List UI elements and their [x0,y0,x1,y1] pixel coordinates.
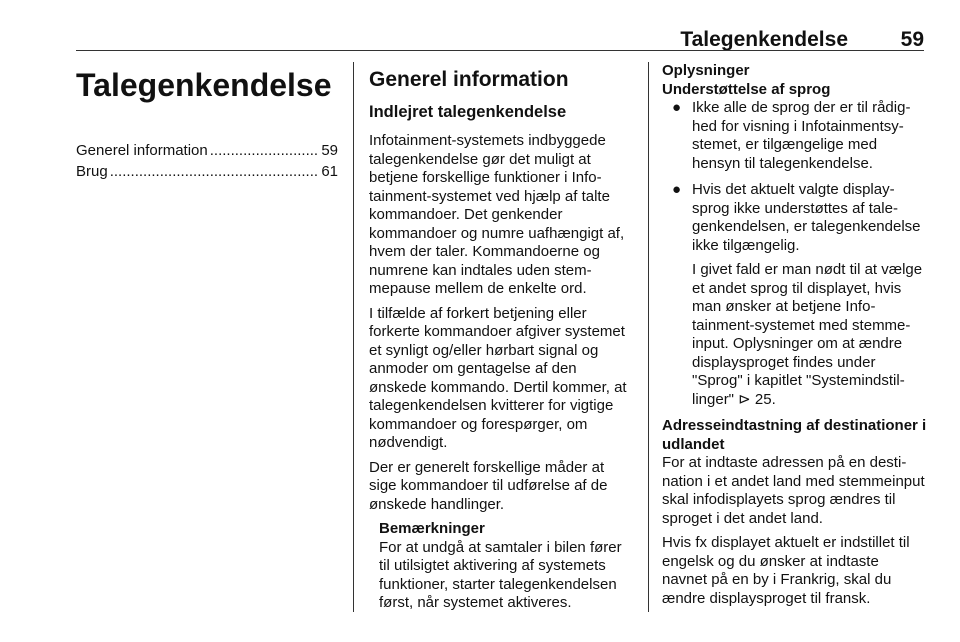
bullet-icon: ● [672,181,682,198]
paragraph: For at indtaste adressen på en destination i et andet land med stemmeinput skal infodisplayets sprog ændres til sproget i det andet land. [662,454,925,527]
toc-label: Generel information [76,142,208,159]
paragraph: Der er generelt forskellige måder at sige kommandoer til udførelse af de ønskede handlinger. [369,458,608,513]
list-item [662,181,927,409]
page-number: 59 [900,28,924,51]
list-item-text: Ikke alle de sprog der er til rådighed for visning i Infotainmentsystemet, er tilgængelige med hensyn til talegenkendelse. [692,99,911,172]
toc-leader [210,142,320,161]
address-heading: Adresseindtastning af destinationer i udlandet [662,417,927,453]
chapter-title: Talegenkendelse [76,67,332,103]
toc-label: Brug [76,162,108,180]
toc-entry[interactable] [76,142,338,161]
toc-page: 59 [321,142,338,159]
paragraph: Hvis fx displayet aktuelt er indstillet til engelsk og du ønsker at indtaste navnet på en by i Frankrig, skal du ændre displaysproget til fransk. [662,534,910,607]
list-item [662,99,927,173]
list-item-text: Hvis det aktuelt valgte displaysprog ikke understøttes af talegenkendelsen, er talegenkendelse ikke tilgængelig. [692,181,921,254]
column-divider-1 [353,62,354,612]
bullet-icon: ● [672,99,682,116]
middle-column [369,62,635,613]
right-column [662,62,927,614]
running-header-title: Talegenkendelse [680,28,848,51]
bullet-list [662,99,927,409]
info-heading: Oplysninger [662,62,750,79]
note-text: For at undgå at samtaler i bilen fører til utilsigtet aktivering af systemets funktioner, starter talegenkendelsen først, når systemet aktiveres. [379,538,622,611]
column-divider-2 [648,62,649,612]
note-title: Bemærkninger [379,520,485,537]
paragraph: I tilfælde af forkert betjening eller forkerte kommandoer afgiver systemet et synligt og/eller hørbart signal og anmoder om gentagelse af den ønskede kommando. Dertil kommer, at talegenkendelsen kvitterer for vigtige kommandoer og forespørger, om nødvendigt. [369,304,627,451]
language-support-heading: Understøttelse af sprog [662,80,831,98]
list-item-text: I givet fald er man nødt til at vælge et andet sprog til displayet, hvis man ønsker at betjene Infotainment-systemet med stemmeinput. Oplysninger om at ændre displaysproget findes under "Sprog" i kapitlet "Systemindstillinger" ⊳ 25. [692,261,923,408]
header-rule [76,50,924,51]
left-column [76,62,338,183]
toc-leader [110,163,320,182]
section-heading: Generel information [369,68,569,91]
note-box [379,520,635,613]
paragraph: Infotainment-systemets indbyggede talegenkendelse gør det muligt at betjene forskellige funktioner i Infotainment-systemet ved hjælp af talte kommandoer. Det genkender kommandoer og numre uafhængigt af, hvem der taler. Kommandoerne og numrene kan indtales uden stemmepause mellem de enkelte ord. [369,132,625,297]
toc-page: 61 [321,162,338,180]
subsection-heading: Indlejret talegenkendelse [369,103,567,121]
toc-entry[interactable] [76,163,338,182]
